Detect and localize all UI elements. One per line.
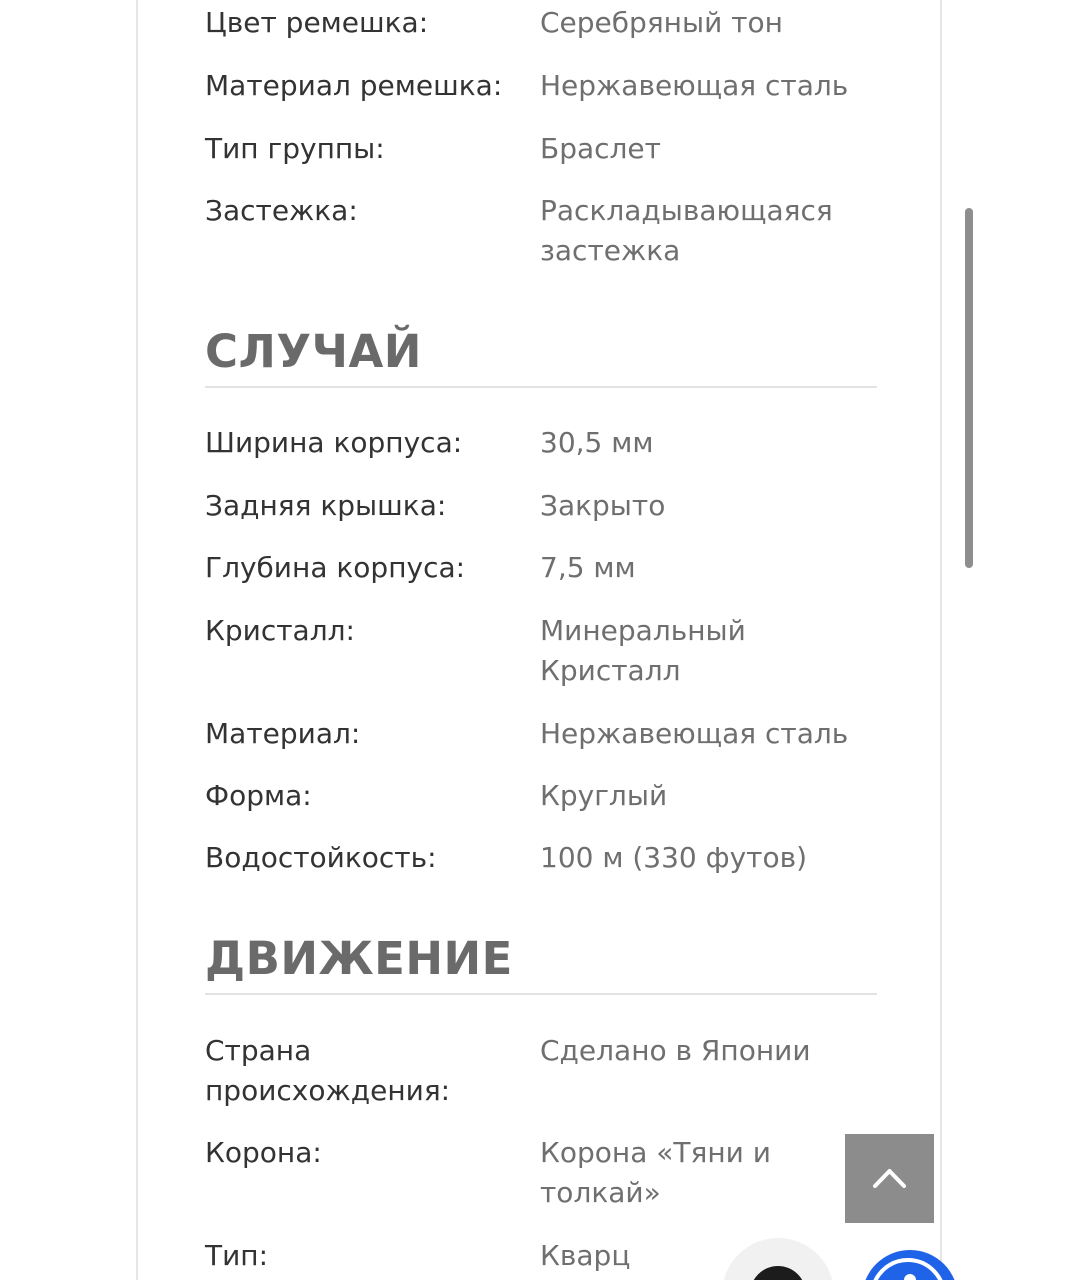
spec-value: Корона «Тяни и толкай» (540, 1136, 771, 1209)
spec-value: Нержавеющая сталь (540, 69, 849, 102)
section-title-case: СЛУЧАЙ (205, 325, 422, 378)
spec-value: Нержавеющая сталь (540, 717, 849, 750)
spec-label: Страна происхождения: (205, 1034, 451, 1107)
section-divider (205, 386, 877, 388)
spec-label: Глубина корпуса: (205, 551, 466, 584)
spec-value: Сделано в Японии (540, 1034, 811, 1067)
spec-label: Цвет ремешка: (205, 6, 429, 39)
spec-label: Материал: (205, 717, 361, 750)
spec-label: Корона: (205, 1136, 322, 1169)
spec-label: Ширина корпуса: (205, 426, 463, 459)
spec-value: Закрыто (540, 489, 666, 522)
spec-value: Серебряный тон (540, 6, 783, 39)
spec-value: Круглый (540, 779, 668, 812)
spec-label: Кристалл: (205, 614, 355, 647)
spec-label: Задняя крышка: (205, 489, 447, 522)
spec-value: Минеральный Кристалл (540, 614, 746, 687)
chevron-up-icon (845, 1134, 934, 1223)
scrollbar-thumb[interactable] (965, 208, 973, 568)
section-title-movement: ДВИЖЕНИЕ (205, 932, 513, 985)
spec-label: Тип: (205, 1239, 269, 1272)
spec-value: Браслет (540, 132, 661, 165)
section-divider (205, 993, 877, 995)
spec-value: Раскладывающаяся застежка (540, 194, 833, 267)
accessibility-icon-head (904, 1274, 916, 1280)
spec-value: Кварц (540, 1239, 631, 1272)
spec-label: Застежка: (205, 194, 358, 227)
spec-value: 7,5 мм (540, 551, 636, 584)
spec-label: Форма: (205, 779, 312, 812)
spec-label: Тип группы: (205, 132, 385, 165)
spec-label: Материал ремешка: (205, 69, 503, 102)
spec-label: Водостойкость: (205, 841, 437, 874)
back-to-top-button[interactable] (845, 1134, 934, 1223)
spec-value: 30,5 мм (540, 426, 654, 459)
chat-icon (750, 1266, 806, 1280)
spec-value: 100 м (330 футов) (540, 841, 808, 874)
